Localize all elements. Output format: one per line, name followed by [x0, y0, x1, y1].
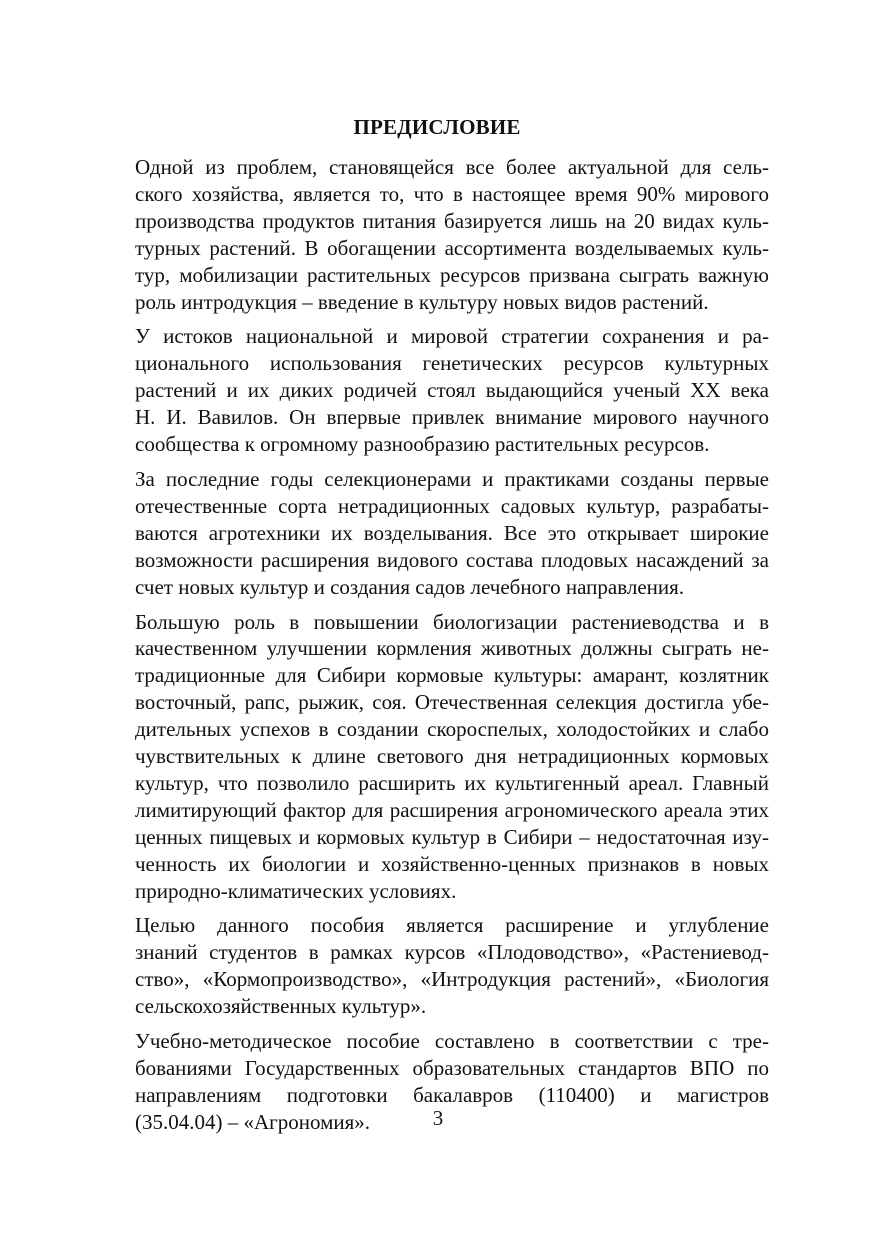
paragraph — [105, 609, 769, 905]
text-line: отечественные сорта нетрадиционных садовых культур, разрабаты- — [135, 493, 769, 518]
text-line: дительных успехов в создании скороспелых, холодостойких и слабо — [135, 717, 769, 742]
text-line: сообщества к огромному разнообразию растительных ресурсов. — [135, 432, 710, 457]
text-line: качественном улучшении кормления животных должны сыграть не- — [135, 636, 769, 661]
text-line: счет новых культур и создания садов лечебного направления. — [135, 574, 685, 599]
paragraph — [105, 323, 769, 458]
text-line: чувствительных к длине светового дня нетрадиционных кормовых — [135, 744, 769, 769]
text-line: турных растений. В обогащении ассортимента возделываемых куль- — [135, 235, 769, 260]
text-line: Учебно-методическое пособие составлено в соответствии с тре- — [135, 1029, 769, 1054]
text-line: ционального использования генетических ресурсов культурных — [135, 351, 769, 376]
text-line: ство», «Кормопроизводство», «Интродукция растений», «Биология — [135, 967, 769, 992]
text-line: растений и их диких родичей стоял выдающийся ученый XX века — [135, 378, 769, 403]
text-line: Целью данного пособия является расширение и углубление — [135, 913, 769, 938]
text-line: культур, что позволило расширить их культигенный ареал. Главный — [135, 770, 769, 795]
paragraph — [105, 912, 769, 1020]
text-line: Одной из проблем, становящейся все более актуальной для сель- — [135, 155, 769, 179]
text-line: сельскохозяйственных культур». — [135, 994, 427, 1019]
text-line: ваются агротехники их возделывания. Все это открывает широкие — [135, 520, 769, 545]
page-title: ПРЕДИСЛОВИЕ — [353, 115, 521, 139]
document-page — [105, 112, 769, 1144]
text-line: возможности расширения видового состава плодовых насаждений за — [135, 547, 769, 572]
text-line: роль интродукция – введение в культуру новых видов растений. — [135, 289, 709, 314]
text-line: (35.04.04) – «Агрономия». — [135, 1109, 371, 1134]
paragraph — [105, 466, 769, 601]
text-line: лимитирующий фактор для расширения агрономического ареала этих — [135, 797, 769, 822]
text-line: Большую роль в повышении биологизации растениеводства и в — [135, 609, 769, 634]
text-line: Н. И. Вавилов. Он впервые привлек внимание мирового научного — [135, 405, 769, 430]
text-line: направлениям подготовки бакалавров (110400) и магистров — [135, 1082, 769, 1107]
text-line: ченность их биологии и хозяйственно-ценных признаков в новых — [135, 851, 769, 876]
page-number: 3 — [432, 1106, 444, 1130]
text-line: бованиями Государственных образовательных стандартов ВПО по — [135, 1056, 769, 1080]
text-line: За последние годы селекционерами и практиками созданы первые — [135, 466, 769, 491]
text-line: традиционные для Сибири кормовые культуры: амарант, козлятник — [135, 663, 769, 688]
paragraph — [105, 154, 769, 315]
text-line: знаний студентов в рамках курсов «Плодоводство», «Растениевод- — [135, 940, 769, 965]
text-line: восточный, рапс, рыжик, соя. Отечественная селекция достигла убе- — [135, 690, 769, 715]
text-line: ценных пищевых и кормовых культур в Сибири – недостаточная изу- — [135, 824, 769, 849]
text-line: ского хозяйства, является то, что в настоящее время 90% мирового — [135, 181, 769, 206]
text-line: природно-климатических условиях. — [135, 878, 457, 903]
text-line: производства продуктов питания базируется лишь на 20 видах куль- — [135, 208, 769, 233]
text-line: У истоков национальной и мировой стратегии сохранения и ра- — [135, 324, 769, 349]
text-line: тур, мобилизации растительных ресурсов призвана сыграть важную — [135, 262, 769, 287]
document-body — [105, 154, 769, 1136]
